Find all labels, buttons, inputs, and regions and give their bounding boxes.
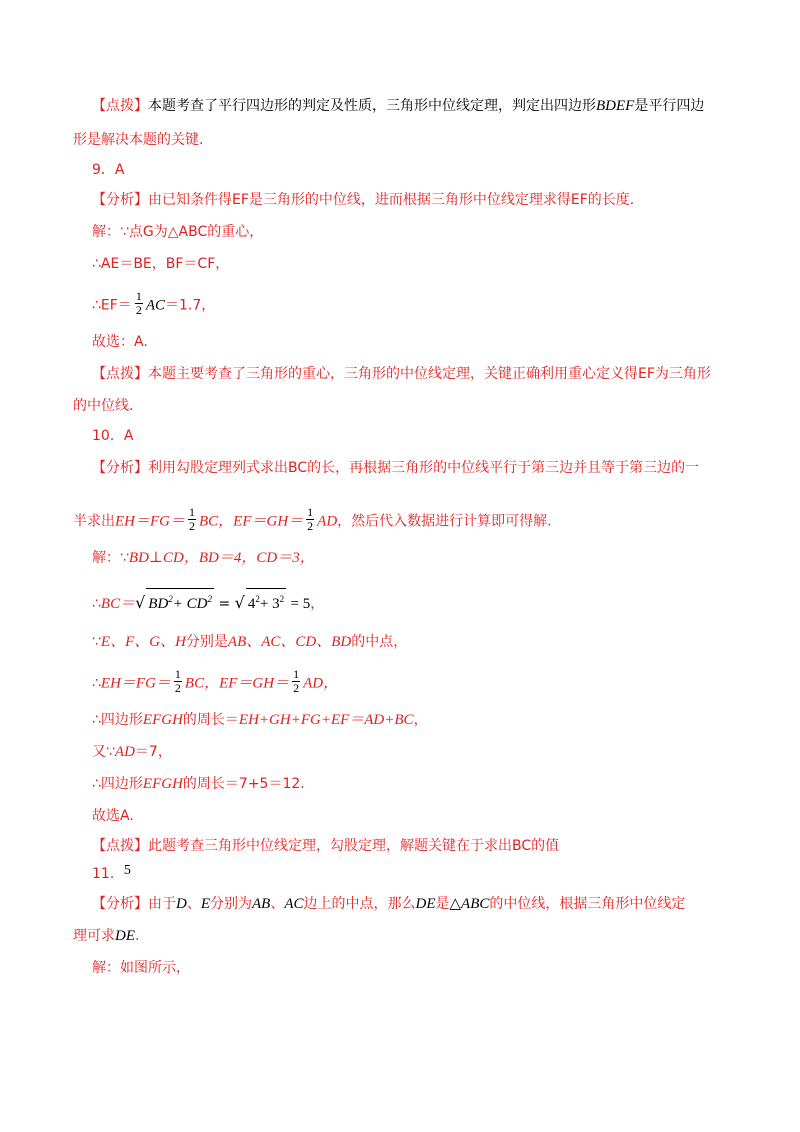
f2m: DE: [115, 928, 135, 944]
per-a: ∴四边形: [92, 712, 143, 728]
fraction-half: [188, 506, 196, 533]
res-a: ∴四边形: [92, 776, 143, 792]
q10-points: [92, 632, 407, 652]
q9-step2: [92, 289, 216, 319]
q11-fenxi-2: [73, 926, 139, 946]
q10-gux: 故选A.: [92, 808, 134, 824]
frac-num: 1: [189, 505, 195, 519]
fenxi-tag: 【分析】: [92, 896, 148, 912]
q8-dianbo-line-1: [92, 96, 704, 116]
f1m6: △ABC: [449, 896, 490, 912]
you-c: ＝7，: [134, 744, 172, 760]
q9-step1: ∴AE＝BE，BF＝CF，: [92, 256, 230, 272]
eh-a: ∴: [92, 675, 101, 692]
sq: 2: [168, 594, 173, 604]
q9-fenxi: [92, 190, 634, 210]
eh-e: AD，: [303, 675, 339, 692]
sq: 2: [255, 594, 260, 604]
fraction-half: [174, 668, 182, 695]
q9-dianbo-1: [92, 364, 711, 384]
sq: 2: [279, 594, 285, 604]
sq: 2: [207, 594, 213, 604]
f2a: 理可求: [73, 928, 115, 944]
frac-den: 2: [189, 519, 195, 533]
res-c: 的周长＝7+5＝12.: [182, 776, 305, 792]
f1m5: DE: [415, 896, 436, 912]
you-b: AD: [114, 744, 135, 760]
bc-end: ，: [310, 596, 325, 612]
pts-c: 分别是: [185, 634, 228, 650]
dianbo-tag: 【点拨】: [92, 838, 148, 854]
q10-fenxi-1: [92, 458, 699, 478]
dianbo-tag: 【点拨】: [92, 366, 148, 382]
q10-fenxi-2d: EF＝GH＝: [233, 513, 304, 530]
q9-step2-math: AC: [145, 297, 165, 314]
f1m2: E: [200, 896, 211, 912]
f1s5: 是: [435, 896, 450, 912]
fenxi-tag: 【分析】: [92, 192, 148, 208]
q9-dianbo-2: 的中位线.: [73, 398, 134, 414]
q9-step2-a: ∴EF＝: [92, 297, 132, 314]
q8-dianbo-line-2: 形是解决本题的关键.: [73, 132, 204, 148]
sqrt-radicand-1: [146, 588, 214, 614]
q10-result: [92, 774, 305, 794]
q11-number: [92, 864, 131, 885]
r1a: BD: [148, 596, 169, 612]
pts-e: 的中点，: [351, 634, 408, 650]
frac-num: 1: [293, 667, 300, 681]
eq: =: [218, 596, 231, 612]
pts-a: ∵: [92, 634, 101, 650]
q10-fenxi-2b: EH＝FG＝: [115, 513, 185, 530]
res-b: EFGH: [142, 776, 183, 792]
q10-dianbo-text: 此题考查三角形中位线定理，勾股定理，解题关键在于求出BC的值: [148, 838, 560, 854]
q11-jie: 解：如图所示，: [92, 960, 190, 976]
q10-bc: [92, 588, 324, 614]
q10-eh: [92, 667, 339, 697]
q10-fenxi-text: 利用勾股定理列式求出BC的长，再根据三角形的中位线平行于第三边并且等于第三边的一: [148, 460, 700, 476]
q9-number: 9．A: [92, 162, 125, 178]
fraction-half: [135, 290, 143, 317]
fenxi-tag: 【分析】: [92, 460, 148, 476]
r2b: + 3: [259, 596, 280, 612]
frac-num: 1: [307, 505, 314, 519]
q10-fenxi-2e: AD: [317, 513, 338, 530]
q10-fenxi-2: [73, 505, 552, 535]
q10-you: [92, 742, 172, 762]
q10-bc-b: BC＝: [100, 596, 136, 612]
q8-dianbo-text-a: 本题考查了平行四边形的判定及性质，三角形中位线定理，判定出四边形: [148, 98, 596, 114]
q10-jie-a: 解：∵: [92, 550, 129, 566]
sqrt-icon: √: [135, 593, 146, 612]
f1s2: 分别为: [210, 896, 253, 912]
sqrt-icon: √: [234, 593, 245, 612]
q11-num: 11．: [92, 866, 124, 882]
frac-den: 2: [135, 303, 142, 317]
q8-dianbo-text-b: 是平行四边: [634, 98, 705, 114]
f1m1: D: [176, 896, 187, 912]
fraction-half: [306, 506, 314, 533]
f2b: .: [135, 928, 140, 944]
q10-dianbo: [92, 836, 559, 856]
q10-perimeter: [92, 710, 428, 730]
frac-den: 2: [174, 681, 181, 695]
eh-c: BC，: [184, 675, 220, 692]
eh-b: EH＝FG＝: [100, 675, 171, 692]
pts-b: E、F、G、H: [100, 634, 186, 650]
eq2: = 5: [290, 596, 311, 612]
frac-num: 1: [174, 667, 181, 681]
f1s1: 、: [186, 896, 201, 912]
q11-fenxi-1: [92, 894, 685, 914]
frac-den: 2: [293, 681, 300, 695]
per-d: EH+GH+FG+EF＝AD+BC: [238, 712, 414, 728]
eh-d: EF＝GH＝: [219, 675, 290, 692]
you-a: 又∵: [92, 744, 115, 760]
r1b: + CD: [172, 596, 208, 612]
q9-gux: 故选：A.: [92, 334, 148, 350]
frac-den: 2: [307, 519, 314, 533]
f1m3: AB: [252, 896, 271, 912]
q9-dianbo-text: 本题主要考查了三角形的重心，三角形的中位线定理，关键正确利用重心定义得EF为三角形: [148, 366, 711, 382]
frac-num: 1: [135, 289, 142, 303]
sqrt-radicand-2: [246, 588, 286, 614]
q10-jie: [92, 548, 315, 568]
dianbo-tag: 【点拨】: [92, 98, 148, 114]
f1: 由于: [148, 896, 176, 912]
q10-jie-b: BD⊥CD，BD＝4，CD＝3，: [128, 550, 315, 566]
q10-number: 10．A: [92, 428, 134, 444]
q8-dianbo-math: BDEF: [596, 98, 635, 114]
fraction-half: [292, 668, 300, 695]
r2a: 4: [247, 596, 256, 612]
per-e: ，: [413, 712, 428, 728]
q9-fenxi-text: 由已知条件得EF是三角形的中位线，进而根据三角形中位线定理求得EF的长度.: [148, 192, 635, 208]
q11-answer: 5: [123, 863, 131, 878]
f1s4: 边上的中点，那么: [303, 896, 416, 912]
f1s3: 、: [270, 896, 285, 912]
q10-fenxi-2f: ，然后代入数据进行计算即可得解.: [337, 513, 552, 530]
pts-d: AB、AC、CD、BD: [227, 634, 352, 650]
per-b: EFGH: [142, 712, 183, 728]
q10-bc-a: ∴: [92, 596, 101, 612]
per-c: 的周长＝: [182, 712, 239, 728]
f1m4: AC: [284, 896, 304, 912]
q9-jie: 解：∵点G为△ABC的重心，: [92, 224, 264, 240]
f1s6: 的中位线，根据三角形中位线定: [489, 896, 686, 912]
q10-fenxi-2c: BC，: [199, 513, 234, 530]
q10-fenxi-2a: 半求出: [73, 513, 115, 530]
q9-step2-b: ＝1.7，: [164, 297, 216, 314]
